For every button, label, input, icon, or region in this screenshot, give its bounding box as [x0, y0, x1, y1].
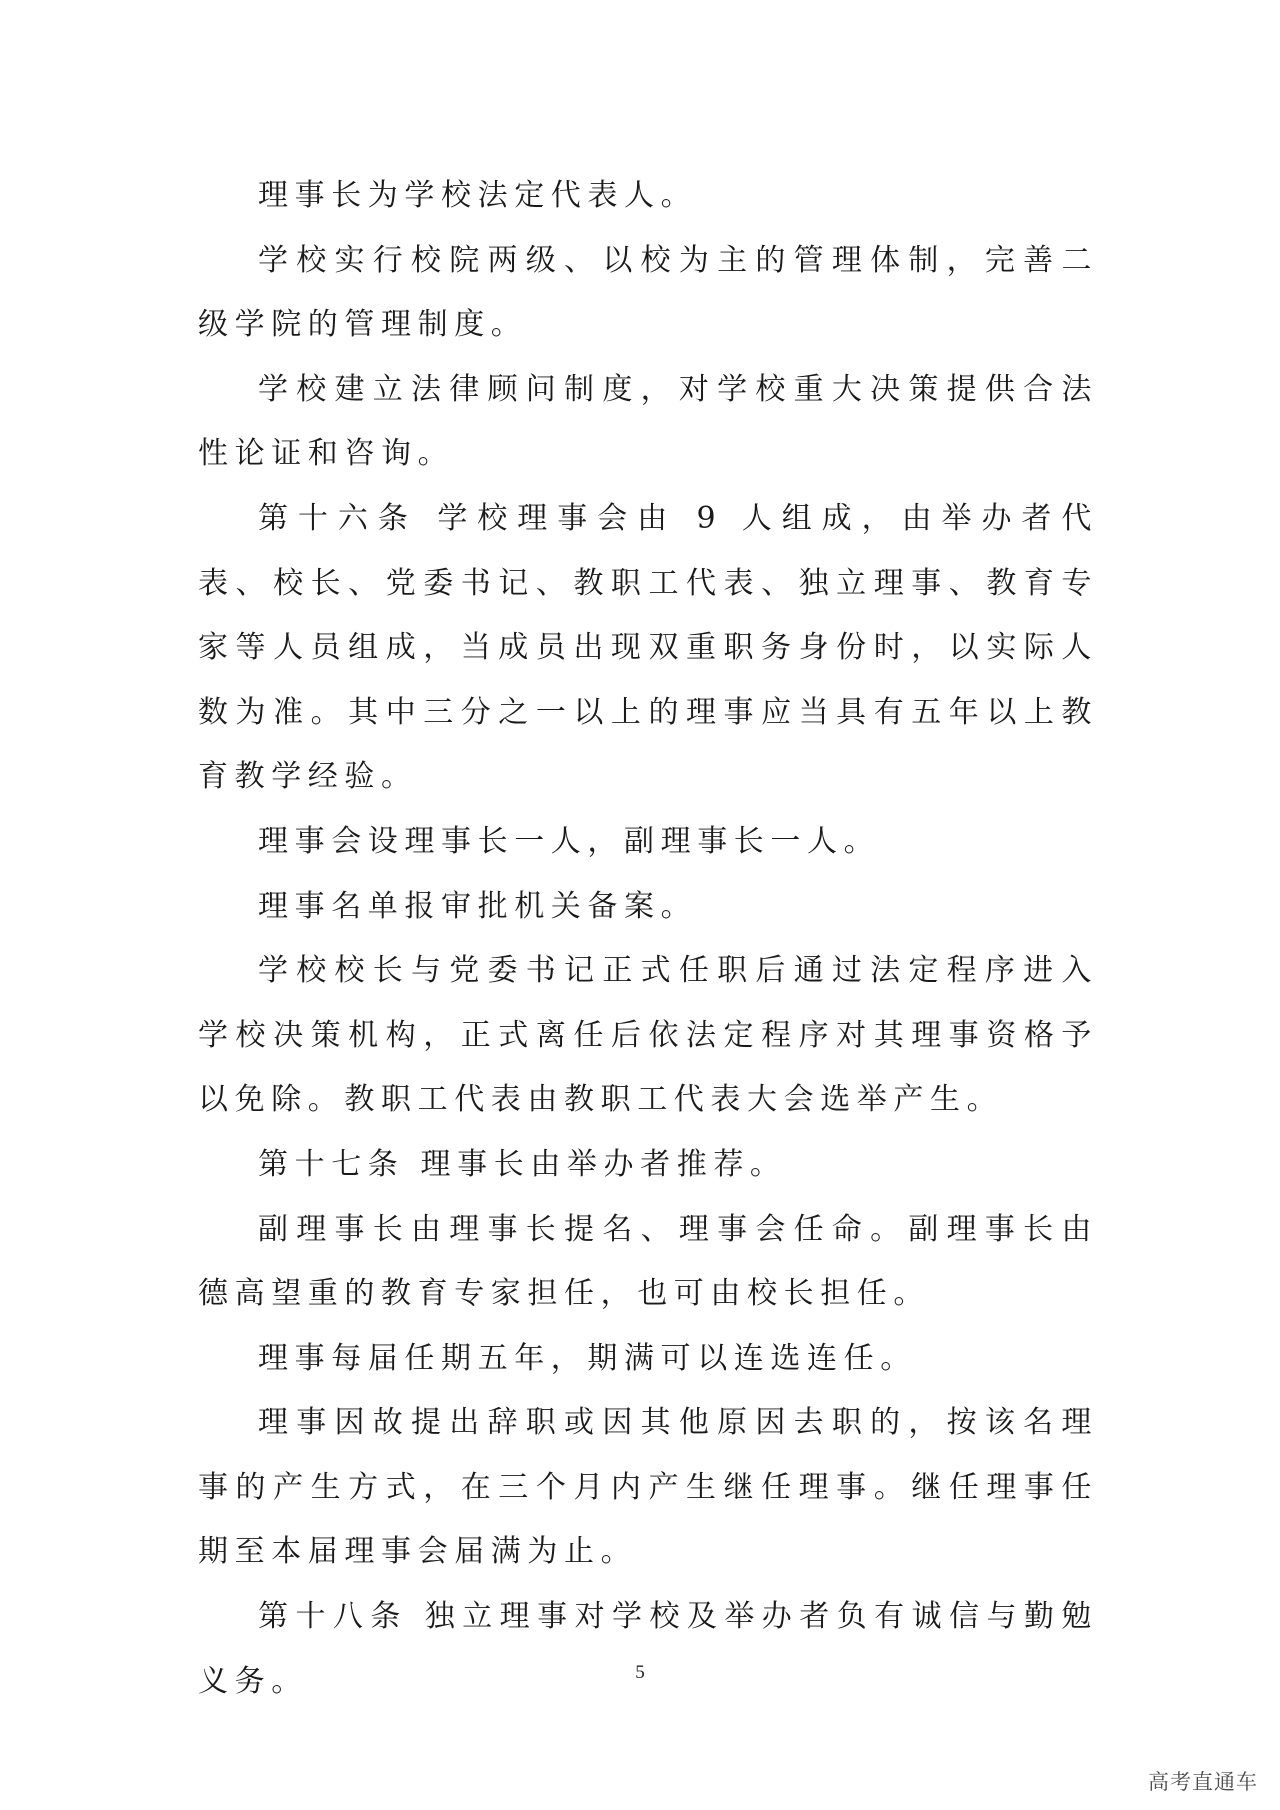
- paragraph-resignation: 理事因故提出辞职或因其他原因去职的，按该名理事的产生方式，在三个月内产生继任理事。继任理事任期至本届理事会届满为止。: [198, 1405, 1098, 1570]
- paragraph-term: 理事每届任期五年，期满可以连选连任。: [258, 1340, 917, 1376]
- paragraph-board-filing: 理事名单报审批机关备案。: [258, 888, 698, 924]
- paragraph-legal-counsel: 学校建立法律顾问制度，对学校重大决策提供合法性论证和咨询。: [198, 371, 1098, 472]
- page-number: 5: [635, 1662, 645, 1683]
- paragraph-article-16: 第十六条 学校理事会由 9 人组成，由举办者代表、校长、党委书记、教职工代表、独立理事、教育专家等人员组成，当成员出现双重职务身份时，以实际人数为准。其中三分之一以上的理事应当具有五年以上教育教学经验。: [198, 500, 1098, 795]
- paragraph-president-secretary: 学校校长与党委书记正式任职后通过法定程序进入学校决策机构，正式离任后依法定程序对其理事资格予以免除。教职工代表由教职工代表大会选举产生。: [198, 953, 1098, 1118]
- paragraph-chairman-legal-rep: 理事长为学校法定代表人。: [258, 178, 698, 213]
- watermark-text: 高考直通车: [1148, 1770, 1258, 1794]
- paragraph-vice-chairman: 副理事长由理事长提名、理事会任命。副理事长由德高望重的教育专家担任，也可由校长担任。: [198, 1211, 1098, 1312]
- paragraph-management-system: 学校实行校院两级、以校为主的管理体制，完善二级学院的管理制度。: [198, 242, 1098, 343]
- paragraph-article-18: 第十八条 独立理事对学校及举办者负有诚信与勤勉义务。: [198, 1599, 1098, 1699]
- paragraph-board-officers: 理事会设理事长一人，副理事长一人。: [258, 823, 881, 859]
- document-body: [198, 164, 1098, 1714]
- paragraph-article-17: 第十七条 理事长由举办者推荐。: [258, 1146, 787, 1182]
